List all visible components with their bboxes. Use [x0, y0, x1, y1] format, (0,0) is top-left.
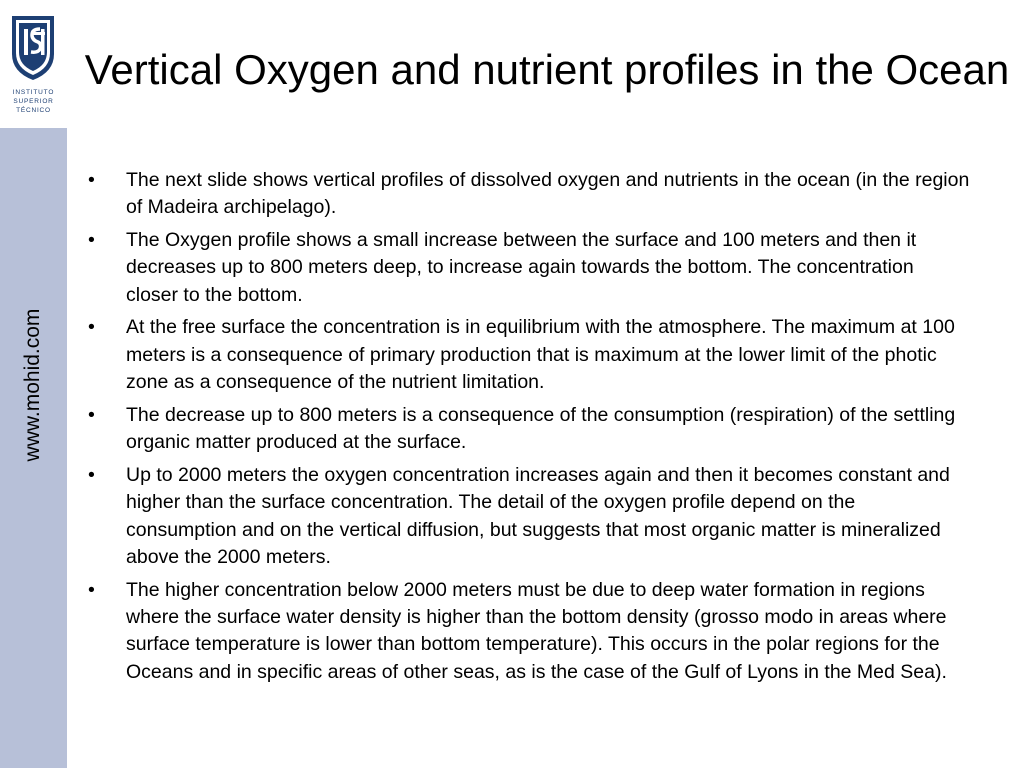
bullet-dot: •: [88, 463, 95, 486]
sidebar: [0, 0, 67, 768]
logo-line: INSTITUTO: [12, 89, 55, 96]
bullet-text: Up to 2000 meters the oxygen concentration increases again and then it becomes constant and higher than the surface concentration. The detail of the oxygen profile depend on the consumption and on the vertical diffusion, but suggests that most organic matter is mineralized above the 2000 meters.: [126, 463, 950, 568]
bullet-dot: •: [88, 578, 95, 601]
bullet-item: [85, 577, 970, 686]
bullet-dot: •: [88, 229, 95, 252]
ist-logo: [0, 0, 67, 128]
logo-line: TÉCNICO: [16, 107, 51, 114]
bullet-item: [85, 462, 970, 571]
sidebar-url: www.mohid.com: [21, 308, 44, 462]
ist-logo-text: [0, 88, 67, 115]
bullet-dot: •: [88, 316, 95, 339]
bullet-text: The decrease up to 800 meters is a consequence of the consumption (respiration) of the settling organic matter produced at the surface.: [126, 403, 956, 454]
bullet-item: [85, 314, 970, 396]
bullet-item: [85, 402, 970, 457]
bullet-list: [85, 167, 970, 691]
slide-title: Vertical Oxygen and nutrient profiles in the Ocean: [84, 46, 1010, 93]
bullet-item: [85, 167, 970, 222]
bullet-text: The Oxygen profile shows a small increase between the surface and 100 meters and then it decreases up to 800 meters deep, to increase again towards the bottom. The concentration closer to the bottom.: [126, 229, 917, 306]
bullet-item: [85, 227, 970, 309]
bullet-text: At the free surface the concentration is in equilibrium with the atmosphere. The maximum at 100 meters is a consequence of primary production that is maximum at the lower limit of the photic zone as a consequence of the nutrient limitation.: [126, 316, 955, 394]
bullet-dot: •: [88, 169, 95, 191]
logo-line: SUPERIOR: [13, 98, 54, 105]
bullet-text: The next slide shows vertical profiles of dissolved oxygen and nutrients in the ocean (in the region of Madeira archipelago).: [126, 169, 970, 219]
bullet-text: The higher concentration below 2000 meters must be due to deep water formation in regions where the surface water density is higher than the bottom density (grosso modo in areas where surface temperature is lower than bottom temperature). This occurs in the polar regions for the Oceans and in specific areas of other seas, as is the case of the Gulf of Lyons in the Med Sea).: [126, 578, 947, 683]
ist-shield-icon: [10, 14, 56, 82]
bullet-dot: •: [88, 403, 95, 426]
